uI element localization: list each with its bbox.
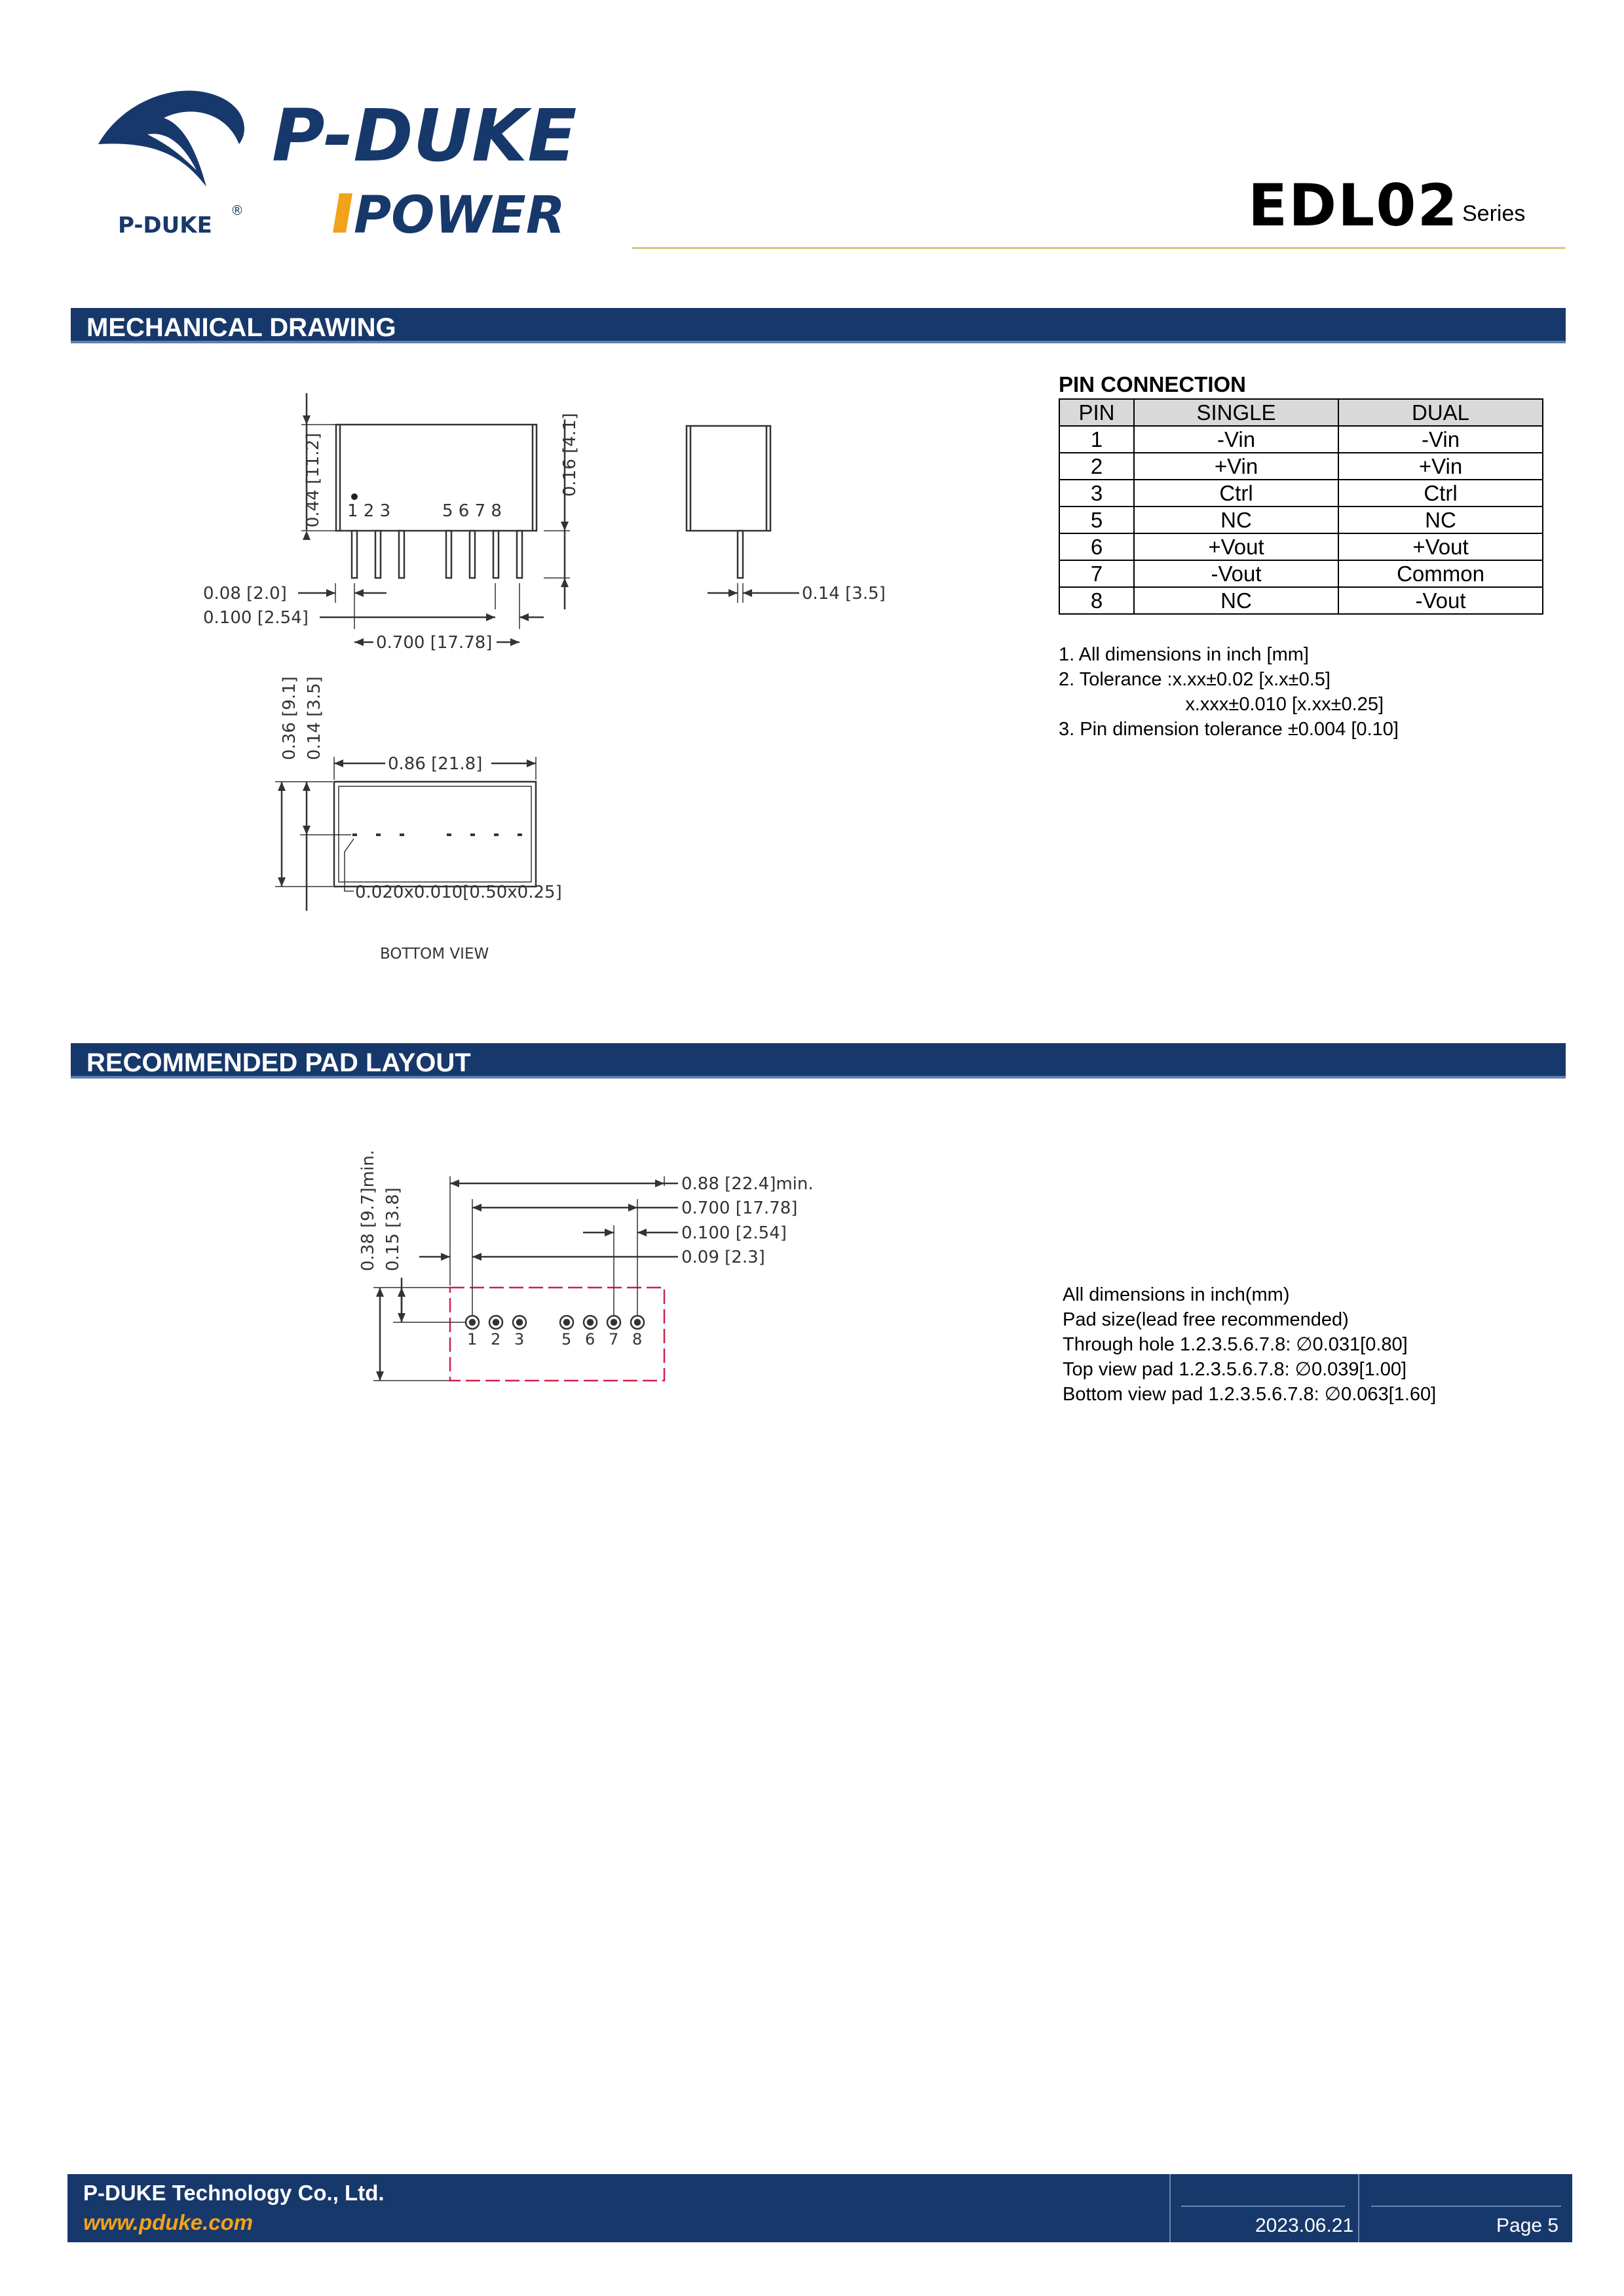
footer-line bbox=[1181, 2206, 1345, 2207]
section-bar-pad-layout bbox=[71, 1043, 1566, 1079]
side-view-body bbox=[687, 426, 770, 531]
table-header-dual: DUAL bbox=[1338, 399, 1543, 426]
pad-label: 5 bbox=[561, 1330, 572, 1349]
table-cell: -Vin bbox=[1134, 426, 1338, 453]
table-cell: +Vin bbox=[1338, 453, 1543, 480]
dim-pitch: 0.100 [2.54] bbox=[203, 608, 309, 628]
note-line: Bottom view pad 1.2.3.5.6.7.8: ∅0.063[1.60] bbox=[1063, 1384, 1437, 1405]
table-cell: NC bbox=[1338, 507, 1543, 533]
front-pin-labels-right: 5 6 7 8 bbox=[442, 501, 502, 521]
note-line: Through hole 1.2.3.5.6.7.8: ∅0.031[0.80] bbox=[1063, 1334, 1408, 1355]
note-line: 2. Tolerance :x.xx±0.02 [x.x±0.5] bbox=[1059, 669, 1331, 690]
pad-label: 2 bbox=[491, 1330, 501, 1349]
pad-label: 8 bbox=[632, 1330, 643, 1349]
footer-line bbox=[1371, 2206, 1561, 2207]
table-cell: +Vout bbox=[1338, 533, 1543, 560]
dim-pin-length: 0.16 [4.1] bbox=[560, 413, 580, 497]
footer-divider bbox=[1358, 2174, 1359, 2242]
table-cell: NC bbox=[1134, 587, 1338, 614]
dim-pin-row: 0.14 [3.5] bbox=[305, 676, 324, 760]
pad-label: 7 bbox=[609, 1330, 619, 1349]
table-cell: Ctrl bbox=[1338, 480, 1543, 507]
note-line: Pad size(lead free recommended) bbox=[1063, 1309, 1349, 1330]
table-cell: NC bbox=[1134, 507, 1338, 533]
dim-row: 0.15 [3.8] bbox=[383, 1187, 403, 1271]
mechanical-notes bbox=[1059, 642, 1399, 742]
table-cell: Ctrl bbox=[1134, 480, 1338, 507]
note-line: 3. Pin dimension tolerance ±0.004 [0.10] bbox=[1059, 719, 1399, 740]
table-header-pin: PIN bbox=[1059, 399, 1134, 426]
table-row bbox=[1059, 587, 1543, 614]
footer-divider bbox=[1169, 2174, 1171, 2242]
logo-registered: ® bbox=[231, 202, 244, 218]
series-title: EDL02 bbox=[1248, 172, 1459, 239]
table-cell: Common bbox=[1338, 560, 1543, 587]
note-line: x.xxx±0.010 [x.xx±0.25] bbox=[1059, 694, 1384, 715]
table-cell: 8 bbox=[1059, 587, 1134, 614]
table-row bbox=[1059, 480, 1543, 507]
section-title-mechanical: MECHANICAL DRAWING bbox=[86, 313, 396, 342]
table-row bbox=[1059, 453, 1543, 480]
table-cell: +Vin bbox=[1134, 453, 1338, 480]
bottom-view-pins bbox=[352, 833, 522, 836]
table-row bbox=[1059, 533, 1543, 560]
front-pin-labels-left: 1 2 3 bbox=[347, 501, 391, 521]
front-view-pins bbox=[352, 531, 522, 578]
footer-page-number: Page 5 bbox=[1496, 2215, 1559, 2236]
pad-label: 1 bbox=[467, 1330, 478, 1349]
dim-depth: 0.36 [9.1] bbox=[280, 676, 299, 760]
table-row bbox=[1059, 426, 1543, 453]
logo-small-text: P-DUKE bbox=[118, 212, 212, 239]
table-cell: 2 bbox=[1059, 453, 1134, 480]
note-line: All dimensions in inch(mm) bbox=[1063, 1284, 1290, 1305]
mechanical-drawing bbox=[190, 367, 943, 970]
footer-date: 2023.06.21 bbox=[1255, 2215, 1354, 2236]
dim-pitch: 0.100 [2.54] bbox=[681, 1223, 787, 1243]
table-header-row bbox=[1059, 399, 1543, 426]
bottom-view-label: BOTTOM VIEW bbox=[380, 946, 489, 963]
dim-side-pin: 0.14 [3.5] bbox=[802, 584, 886, 603]
pad-layout-drawing bbox=[354, 1114, 852, 1396]
footer-url[interactable]: www.pduke.com bbox=[83, 2210, 254, 2234]
table-cell: 3 bbox=[1059, 480, 1134, 507]
dim-span: 0.700 [17.78] bbox=[681, 1198, 798, 1218]
note-line: 1. All dimensions in inch [mm] bbox=[1059, 644, 1309, 665]
logo-swoosh-icon bbox=[98, 90, 244, 187]
dim-span: 0.700 [17.78] bbox=[376, 633, 493, 653]
pad-label: 3 bbox=[514, 1330, 525, 1349]
series-label: Series bbox=[1462, 201, 1526, 226]
logo-text-bottom: POWER bbox=[354, 186, 565, 245]
p-duke-logo bbox=[85, 72, 649, 249]
header-rule bbox=[632, 247, 1566, 249]
table-cell: -Vout bbox=[1134, 560, 1338, 587]
dim-length: 0.86 [21.8] bbox=[388, 754, 483, 774]
table-cell: -Vin bbox=[1338, 426, 1543, 453]
pad-label: 6 bbox=[585, 1330, 595, 1349]
dim-height: 0.44 [11.2] bbox=[303, 432, 323, 527]
pad-notes bbox=[1063, 1282, 1436, 1407]
dim-depth-min: 0.38 [9.7]min. bbox=[358, 1149, 378, 1271]
footer bbox=[67, 2174, 1572, 2242]
table-cell: 1 bbox=[1059, 426, 1134, 453]
note-line: Top view pad 1.2.3.5.6.7.8: ∅0.039[1.00] bbox=[1063, 1359, 1407, 1380]
table-header-single: SINGLE bbox=[1134, 399, 1338, 426]
pin-connection-title: PIN CONNECTION bbox=[1059, 372, 1247, 396]
table-row bbox=[1059, 507, 1543, 533]
footer-company: P-DUKE Technology Co., Ltd. bbox=[83, 2181, 385, 2205]
table-cell: +Vout bbox=[1134, 533, 1338, 560]
dim-pin-size: 0.020x0.010[0.50x0.25] bbox=[355, 883, 562, 902]
logo-text-top: P-DUKE bbox=[272, 94, 577, 178]
table-cell: 6 bbox=[1059, 533, 1134, 560]
table-row bbox=[1059, 560, 1543, 587]
dim-length-min: 0.88 [22.4]min. bbox=[681, 1174, 814, 1194]
section-title-pad-layout: RECOMMENDED PAD LAYOUT bbox=[86, 1048, 471, 1077]
pin-connection-table bbox=[1059, 398, 1543, 615]
dim-pin-offset: 0.08 [2.0] bbox=[203, 584, 287, 603]
section-bar-mechanical bbox=[71, 308, 1566, 343]
table-cell: 5 bbox=[1059, 507, 1134, 533]
bottom-view-body bbox=[334, 782, 536, 887]
pads bbox=[466, 1316, 644, 1329]
table-cell: 7 bbox=[1059, 560, 1134, 587]
dim-edge: 0.09 [2.3] bbox=[681, 1248, 765, 1267]
table-cell: -Vout bbox=[1338, 587, 1543, 614]
